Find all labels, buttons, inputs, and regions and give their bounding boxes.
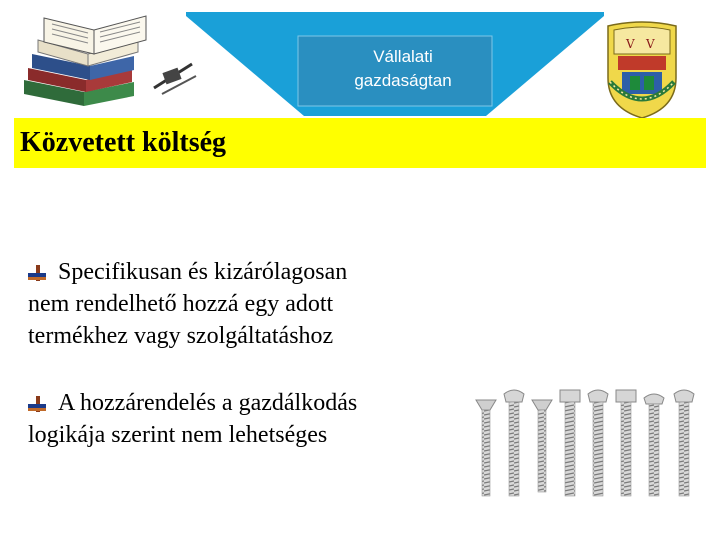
university-crest-icon — [600, 20, 684, 120]
slide-heading-bar — [14, 118, 706, 168]
svg-text:V: V — [646, 37, 655, 51]
bullet-item-2 — [28, 387, 468, 451]
bullet-2-line-1: A hozzárendelés a gazdálkodás — [58, 390, 358, 416]
bullet-item-1 — [28, 256, 468, 352]
bar-bullet-icon — [28, 396, 46, 414]
bullet-2-line-2: logikája szerint nem lehetséges — [28, 422, 328, 448]
bar-bullet-icon — [28, 265, 46, 283]
slide-heading: Közvetett költség — [20, 127, 227, 158]
bullet-1-line-1-wrap — [28, 256, 468, 288]
bullet-1-line-2: nem rendelhető hozzá egy adott — [28, 291, 334, 317]
bullet-1-line-3: termékhez vagy szolgáltatáshoz — [28, 323, 334, 349]
course-title-line2: gazdaságtan — [354, 71, 452, 90]
course-title-line1: Vállalati — [373, 47, 433, 66]
bullet-1-line-1: Specifikusan és kizárólagosan — [58, 259, 348, 285]
stacked-books-icon — [14, 10, 200, 110]
screws-icon — [474, 384, 710, 504]
course-title — [298, 36, 508, 102]
svg-text:V: V — [626, 37, 635, 51]
bullet-2-line-1-wrap — [28, 387, 468, 419]
